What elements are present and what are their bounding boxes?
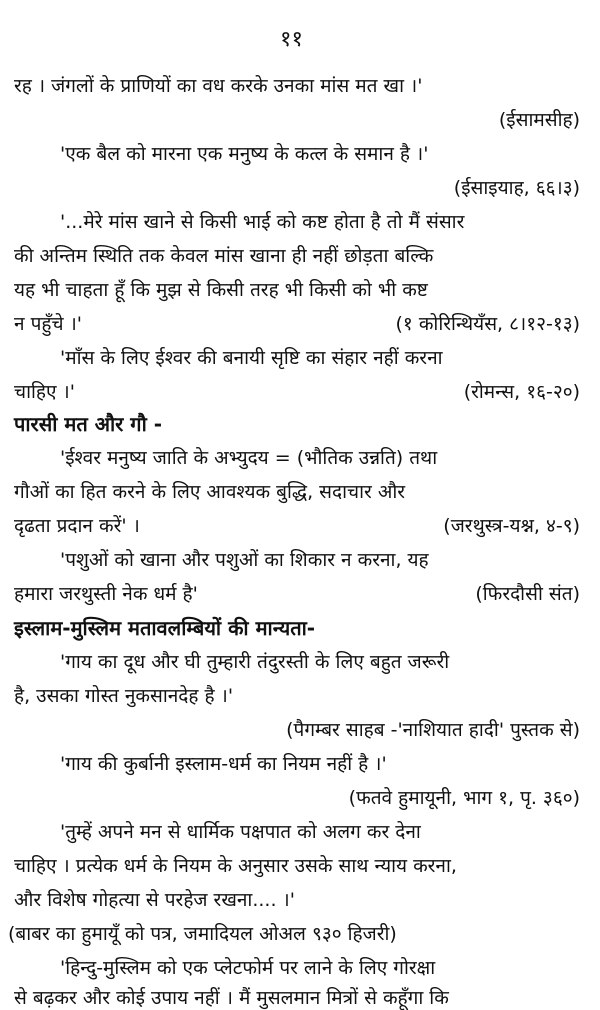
section-heading: इस्लाम-मुस्लिम मतावलम्बियों की मान्यता- [14,616,316,640]
text-line: 'पशुओं को खाना और पशुओं का शिकार न करना, यह [60,549,429,571]
citation: (बाबर का हुमायूँ को पत्र, जमादियल ओअल ९३० हिजरी) [8,923,397,945]
text-line: 'ईश्वर मनुष्य जाति के अभ्युदय = (भौतिक उन्नति) तथा [60,447,438,469]
text-line: की अन्तिम स्थिति तक केवल मांस खाना ही नहीं छोड़ता बल्कि [14,245,434,267]
text-line: है, उसका गोस्त नुकसानदेह है ।' [14,685,234,707]
text-line: 'माँस के लिए ईश्वर की बनायी सृष्टि का संहार नहीं करना [60,347,443,369]
text-line: चाहिए ।' [14,381,75,403]
citation: (रोमन्स, १६-२०) [463,381,580,403]
text-line: 'गाय की कुर्बानी इस्लाम-धर्म का नियम नहीं है ।' [60,753,387,775]
text-line: रह । जंगलों के प्राणियों का वध करके उनका मांस मत खा ।' [14,75,423,97]
text-line: '...मेरे मांस खाने से किसी भाई को कष्ट होता है तो मैं संसार [60,211,465,233]
citation: (ईसाइयाह, ६६।३) [453,177,580,199]
text-line: 'हिन्दु-मुस्लिम को एक प्लेटफोर्म पर लाने के लिए गोरक्षा [60,957,436,979]
section-heading: पारसी मत और गौ - [14,412,163,436]
citation: (जरथुस्त्र-यश्न, ४-९) [443,515,580,537]
text-line: 'गाय का दूध और घी तुम्हारी तंदुरस्ती के लिए बहुत जरूरी [60,651,450,673]
text-line: 'एक बैल को मारना एक मनुष्य के कत्ल के समान है ।' [60,143,429,165]
text-line: और विशेष गोहत्या से परहेज रखना.... ।' [14,889,295,911]
page-number: ११ [280,27,303,52]
text-line: यह भी चाहता हूँ कि मुझ से किसी तरह भी किसी को भी कष्ट [14,279,428,301]
citation: (ईसामसीह) [498,109,580,131]
text-line: न पहुँचे ।' [14,313,82,335]
text-line: गौओं का हित करने के लिए आवश्यक बुद्धि, सदाचार और [14,481,406,503]
text-line: चाहिए । प्रत्येक धर्म के नियम के अनुसार उसके साथ न्याय करना, [14,855,457,877]
text-line: से बढ़कर और कोई उपाय नहीं । मैं मुसलमान मित्रों से कहूँगा कि [14,987,449,1009]
citation: (पैगम्बर साहब -'नाशियात हादी' पुस्तक से) [286,719,580,741]
text-line: 'तुम्हें अपने मन से धार्मिक पक्षपात को अलग कर देना [60,821,421,843]
text-line: दृढता प्रदान करें' । [14,515,140,537]
text-line: हमारा जरथुस्ती नेक धर्म है' [14,583,198,605]
citation: (फिरदौसी संत) [475,583,580,605]
citation: (फतवे हुमायूनी, भाग १, पृ. ३६०) [348,787,580,809]
citation: (१ कोरिन्थियँस, ८।१२-१३) [395,313,580,335]
